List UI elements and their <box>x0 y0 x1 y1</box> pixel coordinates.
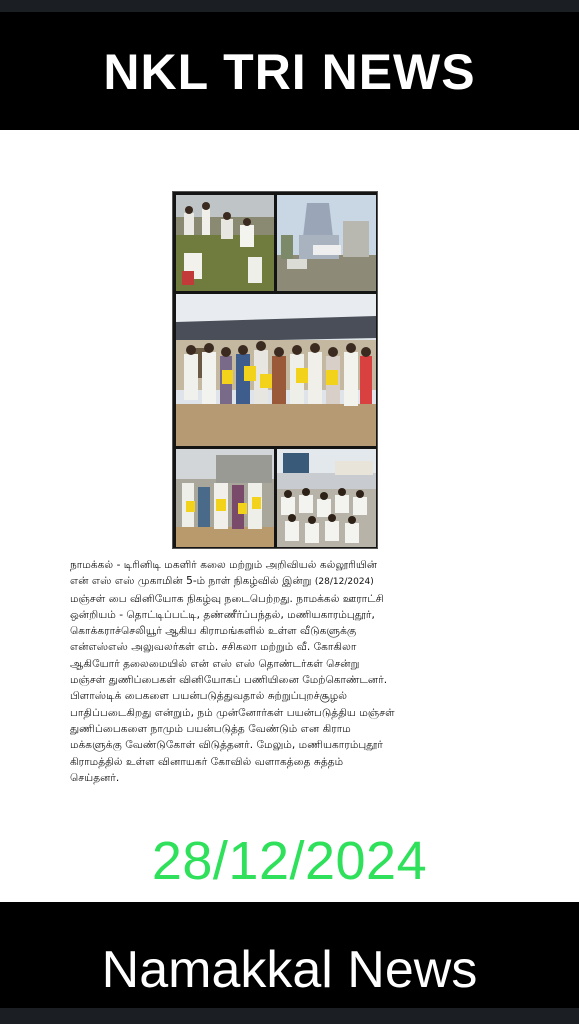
article-line: ஒன்றியம் - தொட்டிப்பட்டி, தண்ணீர்ப்பந்தல், மணியகாரம்புதூர், <box>70 608 375 621</box>
header-title: NKL TRI NEWS <box>103 44 476 100</box>
photo-volunteers-gardening <box>176 195 274 291</box>
article-line: பாதிப்படைகிறது என்றும், நம் முன்னோர்கள் பயன்படுத்திய மஞ்சள் <box>70 706 395 719</box>
news-article <box>70 557 516 786</box>
article-line: துணிப்பைகளை நாமும் பயன்படுத்த வேண்டும் என கிராம <box>70 722 351 735</box>
photo-village-distribution <box>176 449 274 547</box>
top-edge <box>0 0 579 12</box>
article-line: மஞ்சள் பை வினியோக நிகழ்வு நடைபெற்றது. நாமக்கல் ஊராட்சி <box>70 592 384 605</box>
photo-collage <box>172 191 378 549</box>
article-line: என்எஸ்எஸ் அலுவலர்கள் எம். சசிகலா மற்றும் வீ. கோகிலா <box>70 641 357 654</box>
footer-banner <box>0 902 579 1008</box>
article-line: பிளாஸ்டிக் பைகளை பயன்படுத்துவதால் சுற்றுப்புறச்சூழல் <box>70 690 348 703</box>
article-line: கொக்கராச்செலியூர் ஆகிய கிராமங்களில் உள்ள வீடுகளுக்கு <box>70 625 357 638</box>
article-line <box>70 573 516 590</box>
article-line: நாமக்கல் - டிரினிடி மகளிர் கலை மற்றும் அறிவியல் கல்லூரியின் <box>70 559 378 571</box>
photo-students-seated <box>277 449 376 547</box>
inline-date: (28/12/2024) <box>314 577 374 588</box>
article-line: செய்தனர். <box>70 771 120 784</box>
photo-group-yellow-bags <box>176 294 376 446</box>
footer-title: Namakkal News <box>101 941 478 999</box>
bottom-edge <box>0 1008 579 1024</box>
article-line: ஆகியோர் தலைமையில் என் எஸ் எஸ் தொண்டர்கள் சென்று <box>70 657 360 670</box>
article-line-text: என் எஸ் எஸ் முகாமின் 5-ம் நாள் நிகழ்வில் இன்று <box>70 575 312 588</box>
photo-temple-banner <box>277 195 376 291</box>
news-content <box>0 130 579 902</box>
header-banner <box>0 12 579 130</box>
article-line: கிராமத்தில் உள்ள வினாயகர் கோவில் வளாகத்தை சுத்தம் <box>70 755 344 768</box>
article-line: மஞ்சள் துணிப்பைகள் வினியோகப் பணியினை மேற்கொண்டனர். <box>70 674 388 687</box>
article-line: மக்களுக்கு வேண்டுகோள் விடுத்தனர். மேலும், மணியகாரம்புதூர் <box>70 739 383 752</box>
event-date: 28/12/2024 <box>151 831 428 891</box>
